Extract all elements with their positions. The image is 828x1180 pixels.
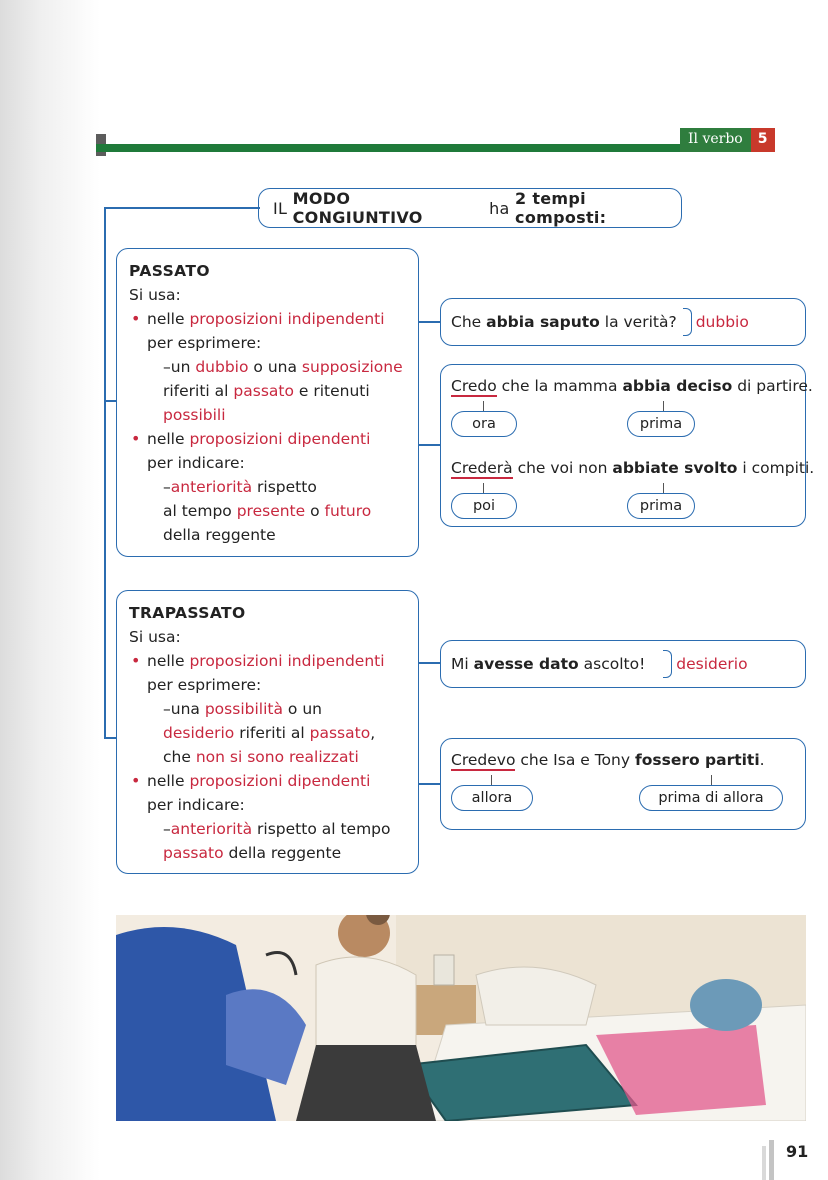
bullet-dot: • [131,309,141,328]
trapassato-sub-2 [129,817,408,865]
example-line-2 [451,459,814,477]
text: per indicare: [147,796,245,814]
pill-prima-di-allora: prima di allora [639,785,783,811]
passato-sub-2 [129,475,408,547]
text: per esprimere: [147,676,262,694]
text: che [163,748,191,766]
example-desiderio [440,640,806,688]
text: che Isa e Tony [520,751,631,769]
text: . [759,751,765,769]
text: nelle [147,430,185,448]
dash: – [163,358,171,376]
text: rispetto [257,478,317,496]
text: nelle [147,772,185,790]
passato-box [116,248,419,557]
example-dubbio [440,298,806,346]
text-red: desiderio [163,724,235,742]
bullet-dot: • [131,429,141,448]
chapter-tab [680,128,775,152]
illustration [116,915,806,1121]
text-underlined: Credevo [451,751,516,769]
tick [483,401,484,411]
passato-intro: Si usa: [129,286,181,304]
tick [711,775,712,785]
text-red: proposizioni indipendenti [189,310,385,328]
passato-bullet-1 [129,307,408,355]
text: che la mamma [501,377,618,395]
bullet-dot: • [131,771,141,790]
tree-branch-title [104,207,260,209]
trapassato-sub-1: –una possibilità o un desiderio riferiti al passato, che non si sono realizzati [163,700,376,766]
header-bar [96,144,686,152]
title-prefix: IL [273,198,288,218]
text: e ritenuti [298,382,370,400]
example-line [451,751,765,769]
bracket [683,308,692,336]
tick [483,483,484,493]
trapassato-bullet-2 [129,769,408,817]
text: della reggente [163,526,276,544]
text-red: passato [233,382,294,400]
dash: – [163,820,171,838]
text: o un [287,700,322,718]
text-red: futuro [324,502,372,520]
dash: – [163,478,171,496]
text-bold: abbiate svolto [612,459,738,477]
pill-poi: poi [451,493,517,519]
illustration-scene [116,915,806,1121]
text: Che [451,313,482,331]
text: riferiti al [239,724,305,742]
example-trapassato [440,738,806,830]
text: della reggente [228,844,342,862]
text-bold: abbia deciso [622,377,733,395]
title-modo: MODO CONGIUNTIVO [292,189,423,227]
text: rispetto al tempo [257,820,391,838]
text-underlined: Crederà [451,459,513,477]
text: o [310,502,320,520]
text-red: possibilità [204,700,283,718]
text: o una [253,358,297,376]
bracket [663,650,672,678]
text: che voi non [517,459,608,477]
link-ex3 [418,662,440,664]
text: la verità? [604,313,677,331]
example-anteriorita [440,364,815,527]
text: ascolto! [583,655,646,673]
text-bold: abbia saputo [486,313,600,331]
trapassato-box [116,590,419,874]
tag-desiderio: desiderio [676,655,748,673]
text: di partire. [737,377,813,395]
text-red: anteriorità [170,478,253,496]
page-number: 91 [786,1142,809,1161]
link-ex1 [418,321,440,323]
tick [491,775,492,785]
page-shadow [0,0,100,1180]
text-red: dubbio [195,358,249,376]
pill-prima: prima [627,411,695,437]
text-bold: fossero partiti [634,751,760,769]
text-red: passato [163,844,224,862]
text-bold: avesse dato [473,655,579,673]
example-line-1 [451,377,813,395]
pill-prima-2: prima [627,493,695,519]
link-ex2 [418,444,440,446]
tick [663,401,664,411]
pill-allora: allora [451,785,533,811]
trapassato-intro: Si usa: [129,628,181,646]
text-red: proposizioni dipendenti [189,430,371,448]
link-ex4 [418,783,440,785]
passato-bullet-2 [129,427,408,475]
title-box [258,188,682,228]
passato-sub-1 [129,355,408,427]
chapter-label: Il verbo [680,128,751,152]
title-count: 2 tempi composti: [515,189,607,227]
text: per indicare: [147,454,245,472]
tag-dubbio: dubbio [695,313,749,331]
trapassato-bullet-1 [129,649,408,697]
text-red: proposizioni indipendenti [189,652,385,670]
text: Mi [451,655,469,673]
passato-heading: PASSATO [129,262,210,280]
text-red: presente [236,502,306,520]
text: i compiti. [742,459,815,477]
text: nelle [147,652,185,670]
pill-ora: ora [451,411,517,437]
text-underlined: Credo [451,377,497,395]
tick [663,483,664,493]
text: una [170,700,200,718]
trapassato-heading: TRAPASSATO [129,604,246,622]
tree-line [104,208,106,738]
bullet-dot: • [131,651,141,670]
page-bars [760,1140,778,1180]
text-red: proposizioni dipendenti [189,772,371,790]
text: per esprimere: [147,334,262,352]
text: un [170,358,191,376]
text: nelle [147,310,185,328]
text-red: possibili [163,406,226,424]
text-red: non si sono realizzati [195,748,359,766]
text-red: passato [309,724,371,742]
text-red: anteriorità [170,820,253,838]
title-mid: ha [489,198,510,218]
text-red: supposizione [301,358,403,376]
text: al tempo [163,502,232,520]
chapter-number: 5 [751,128,775,152]
dash: – [163,700,171,718]
text: riferiti al [163,382,229,400]
